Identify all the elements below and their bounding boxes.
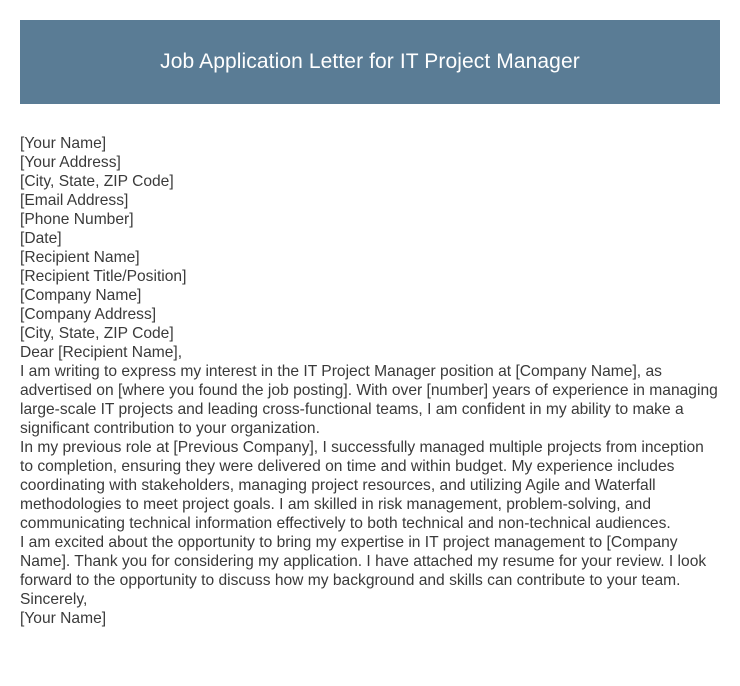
recipient-name: [Recipient Name] xyxy=(20,249,140,266)
body-paragraph-intro: I am writing to express my interest in the IT Project Manager position at [Company Name], as advertised on [where you found the job posting]. With over [number] years of experience in managing large-scale IT projects and leading cross-functional teams, I am confident in my ability to make a significant contribution to your organization. xyxy=(20,363,718,437)
sender-city-state-zip: [City, State, ZIP Code] xyxy=(20,173,174,190)
sender-email: [Email Address] xyxy=(20,192,129,209)
letter-body xyxy=(20,134,720,628)
signature: [Your Name] xyxy=(20,610,107,627)
salutation: Dear [Recipient Name], xyxy=(20,344,183,361)
recipient-title: [Recipient Title/Position] xyxy=(20,268,187,285)
recipient-city-state-zip: [City, State, ZIP Code] xyxy=(20,325,174,342)
title-banner xyxy=(20,20,720,104)
recipient-company: [Company Name] xyxy=(20,287,142,304)
letter-date: [Date] xyxy=(20,230,62,247)
sender-address: [Your Address] xyxy=(20,154,121,171)
body-paragraph-experience: In my previous role at [Previous Company], I successfully managed multiple projects from inception to completion, ensuring they were delivered on time and within budget. My experience includes coordinating with stakeholders, managing project resources, and utilizing Agile and Waterfall methodologies to meet project goals. I am skilled in risk management, problem-solving, and communicating technical information effectively to both technical and non-technical audiences. xyxy=(20,439,704,532)
page-title: Job Application Letter for IT Project Manager xyxy=(160,50,580,73)
body-paragraph-closing: I am excited about the opportunity to bring my expertise in IT project management to [Company Name]. Thank you for considering my application. I have attached my resume for your review. I look forward to the opportunity to discuss how my background and skills can contribute to your team. xyxy=(20,534,707,589)
sender-name: [Your Name] xyxy=(20,135,107,152)
sender-phone: [Phone Number] xyxy=(20,211,134,228)
closing: Sincerely, xyxy=(20,591,88,608)
recipient-company-address: [Company Address] xyxy=(20,306,157,323)
